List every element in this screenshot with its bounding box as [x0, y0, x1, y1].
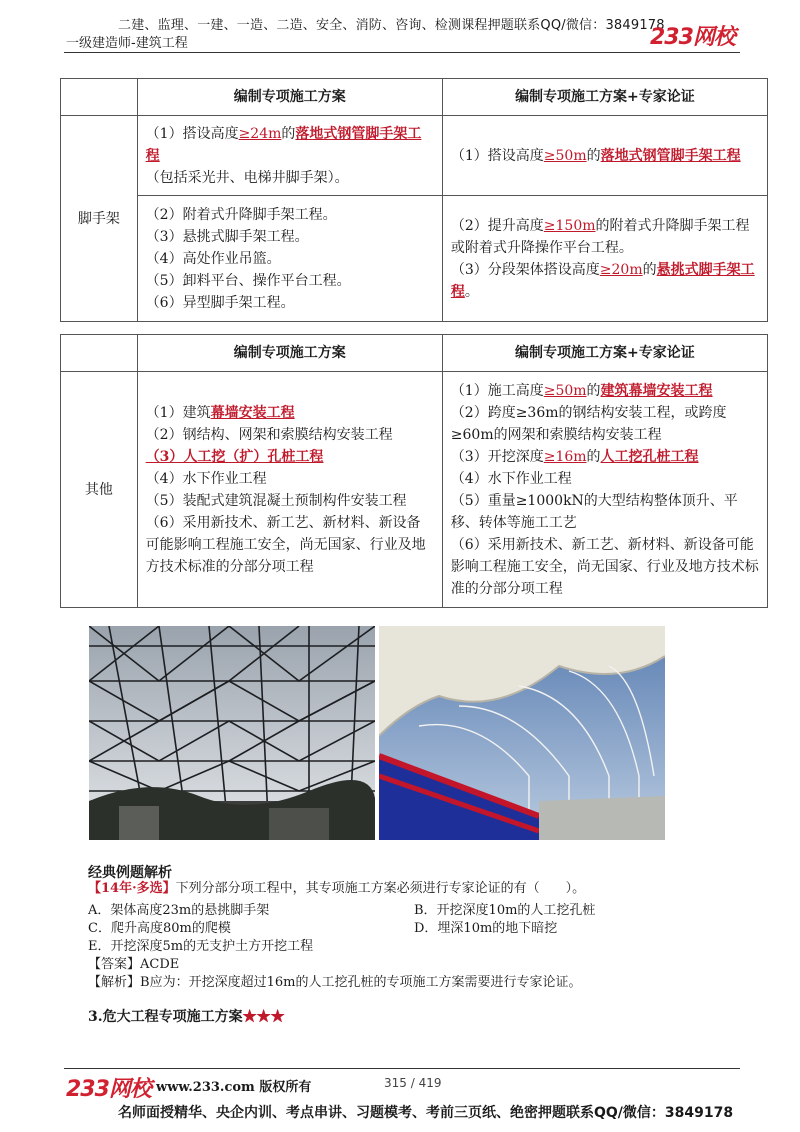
other-works-table: [60, 334, 768, 608]
highlight-text: （3）人工挖（扩）孔桩工程: [145, 448, 324, 465]
option-a: A．架体高度23m的悬挑脚手架: [88, 903, 270, 918]
footer-contact-line: 名师面授精华、央企内训、考点串讲、习题模考、考前三页纸、绝密押题联系QQ/微信：3849178: [118, 1105, 734, 1121]
cell-text: 的: [281, 125, 296, 142]
list-item: （5）装配式建筑混凝土预制构件安装工程: [145, 492, 407, 509]
list-item: （2）跨度≥36m的钢结构安装工程，或跨度≥60m的网架和索膜结构安装工程: [450, 404, 727, 443]
highlight-text: 人工挖孔桩工程: [600, 448, 699, 465]
cell-text: （3）分段架体搭设高度: [450, 261, 600, 278]
cell-text: 的: [586, 147, 601, 164]
option-e: E．开挖深度5m的无支护土方开挖工程: [88, 939, 314, 954]
list-item: （4）高处作业吊篮。: [145, 250, 281, 267]
analysis-line: [88, 971, 581, 990]
option-b: B．开挖深度10m的人工挖孔桩: [414, 903, 596, 918]
list-item: （6）采用新技术、新工艺、新材料、新设备可能影响工程施工安全，尚无国家、行业及地方技术标准的分部分项工程: [145, 514, 426, 575]
highlight-text: 落地式钢管脚手架工程: [145, 125, 422, 164]
list-item: （3）悬挑式脚手架工程。: [145, 228, 309, 245]
list-item: （6）异型脚手架工程。: [145, 294, 295, 311]
table-cell: [442, 196, 767, 322]
list-item: （2）附着式升降脚手架工程。: [145, 206, 337, 223]
highlight-text: 建筑幕墙安装工程: [600, 382, 713, 399]
highlight-text: 悬挑式脚手架工程: [450, 261, 755, 300]
highlight-text: ≥50m: [543, 147, 587, 164]
column-header-plan-expert: 编制专项施工方案+专家论证: [442, 79, 767, 116]
header-subtitle: 一级建造师-建筑工程: [66, 36, 188, 51]
highlight-text: ≥16m: [543, 448, 587, 465]
question-text: 下列分部分项工程中，其专项施工方案必须进行专家论证的有（ ）。: [175, 881, 586, 896]
cell-text: （1）建筑: [145, 404, 211, 421]
cell-text: （1）搭设高度: [145, 125, 239, 142]
table-cell: [442, 372, 767, 608]
header-contact-line: 二建、监理、一建、一造、二造、安全、消防、咨询、检测课程押题联系QQ/微信：3849178: [118, 18, 665, 33]
example-title: 经典例题解析: [88, 865, 172, 881]
row-label-scaffold: 脚手架: [61, 116, 138, 322]
analysis-tag: 【解析】: [88, 975, 141, 990]
section-title: 3.危大工程专项施工方案: [88, 1009, 243, 1025]
option-d: D．埋深10m的地下暗挖: [414, 921, 558, 936]
footer-logo: 233网校: [66, 1077, 151, 1102]
cell-text: 的: [642, 261, 657, 278]
cell-text: （1）搭设高度: [450, 147, 544, 164]
cell-text: （2）提升高度: [450, 217, 544, 234]
highlight-text: 幕墙安装工程: [210, 404, 295, 421]
highlight-text: 落地式钢管脚手架工程: [600, 147, 741, 164]
list-item: （4）水下作业工程: [145, 470, 267, 487]
membrane-roof-photo: [379, 626, 665, 840]
column-header-plan-expert: 编制专项施工方案+专家论证: [442, 335, 767, 372]
row-label-other: 其他: [61, 372, 138, 608]
cell-text: （3）开挖深度: [450, 448, 544, 465]
footer-divider: [64, 1068, 740, 1069]
table-cell: [137, 116, 442, 196]
page-number: 315 / 419: [384, 1076, 442, 1090]
option-c: C．爬升高度80m的爬模: [88, 921, 231, 936]
footer-copyright: www.233.com 版权所有: [156, 1080, 312, 1095]
answer-value: ACDE: [140, 957, 180, 972]
highlight-text: ≥150m: [543, 217, 596, 234]
space-frame-photo: [89, 626, 375, 840]
table-corner-cell: [61, 335, 138, 372]
answer-tag: 【答案】: [88, 957, 141, 972]
table-cell: [137, 196, 442, 322]
cell-text: （1）施工高度: [450, 382, 544, 399]
highlight-text: ≥20m: [599, 261, 643, 278]
column-header-plan: 编制专项施工方案: [137, 335, 442, 372]
example-question: [88, 880, 585, 898]
list-item: （4）水下作业工程: [450, 470, 572, 487]
question-tag: 【14年·多选】: [88, 881, 176, 896]
list-item: （5）卸料平台、操作平台工程。: [145, 272, 351, 289]
highlight-text: ≥50m: [543, 382, 587, 399]
scaffold-table: [60, 78, 768, 322]
table-corner-cell: [61, 79, 138, 116]
list-item: （6）采用新技术、新工艺、新材料、新设备可能影响工程施工安全，尚无国家、行业及地方技术标准的分部分项工程: [450, 536, 759, 597]
table-cell: [442, 116, 767, 196]
table-cell: [137, 372, 442, 608]
star-rating-icon: ★★★: [242, 1009, 285, 1025]
cell-text: 的: [586, 382, 601, 399]
section-heading: [88, 1006, 285, 1026]
list-item: （5）重量≥1000kN的大型结构整体顶升、平移、转体等施工工艺: [450, 492, 738, 531]
highlight-text: ≥24m: [238, 125, 282, 142]
header-divider: [64, 52, 740, 53]
cell-text: 的: [586, 448, 601, 465]
answer-line: [88, 953, 179, 972]
analysis-text: B应为：开挖深度超过16m的人工挖孔桩的专项施工方案需要进行专家论证。: [140, 975, 582, 990]
list-item: （2）钢结构、网架和索膜结构安装工程: [145, 426, 393, 443]
column-header-plan: 编制专项施工方案: [137, 79, 442, 116]
cell-text: （包括采光井、电梯井脚手架）。: [145, 169, 349, 186]
brand-logo: 233网校: [650, 25, 735, 50]
cell-text: 的附着式升降脚手架工程或附着式升降操作平台工程。: [450, 217, 750, 256]
cell-text: 。: [464, 283, 479, 300]
